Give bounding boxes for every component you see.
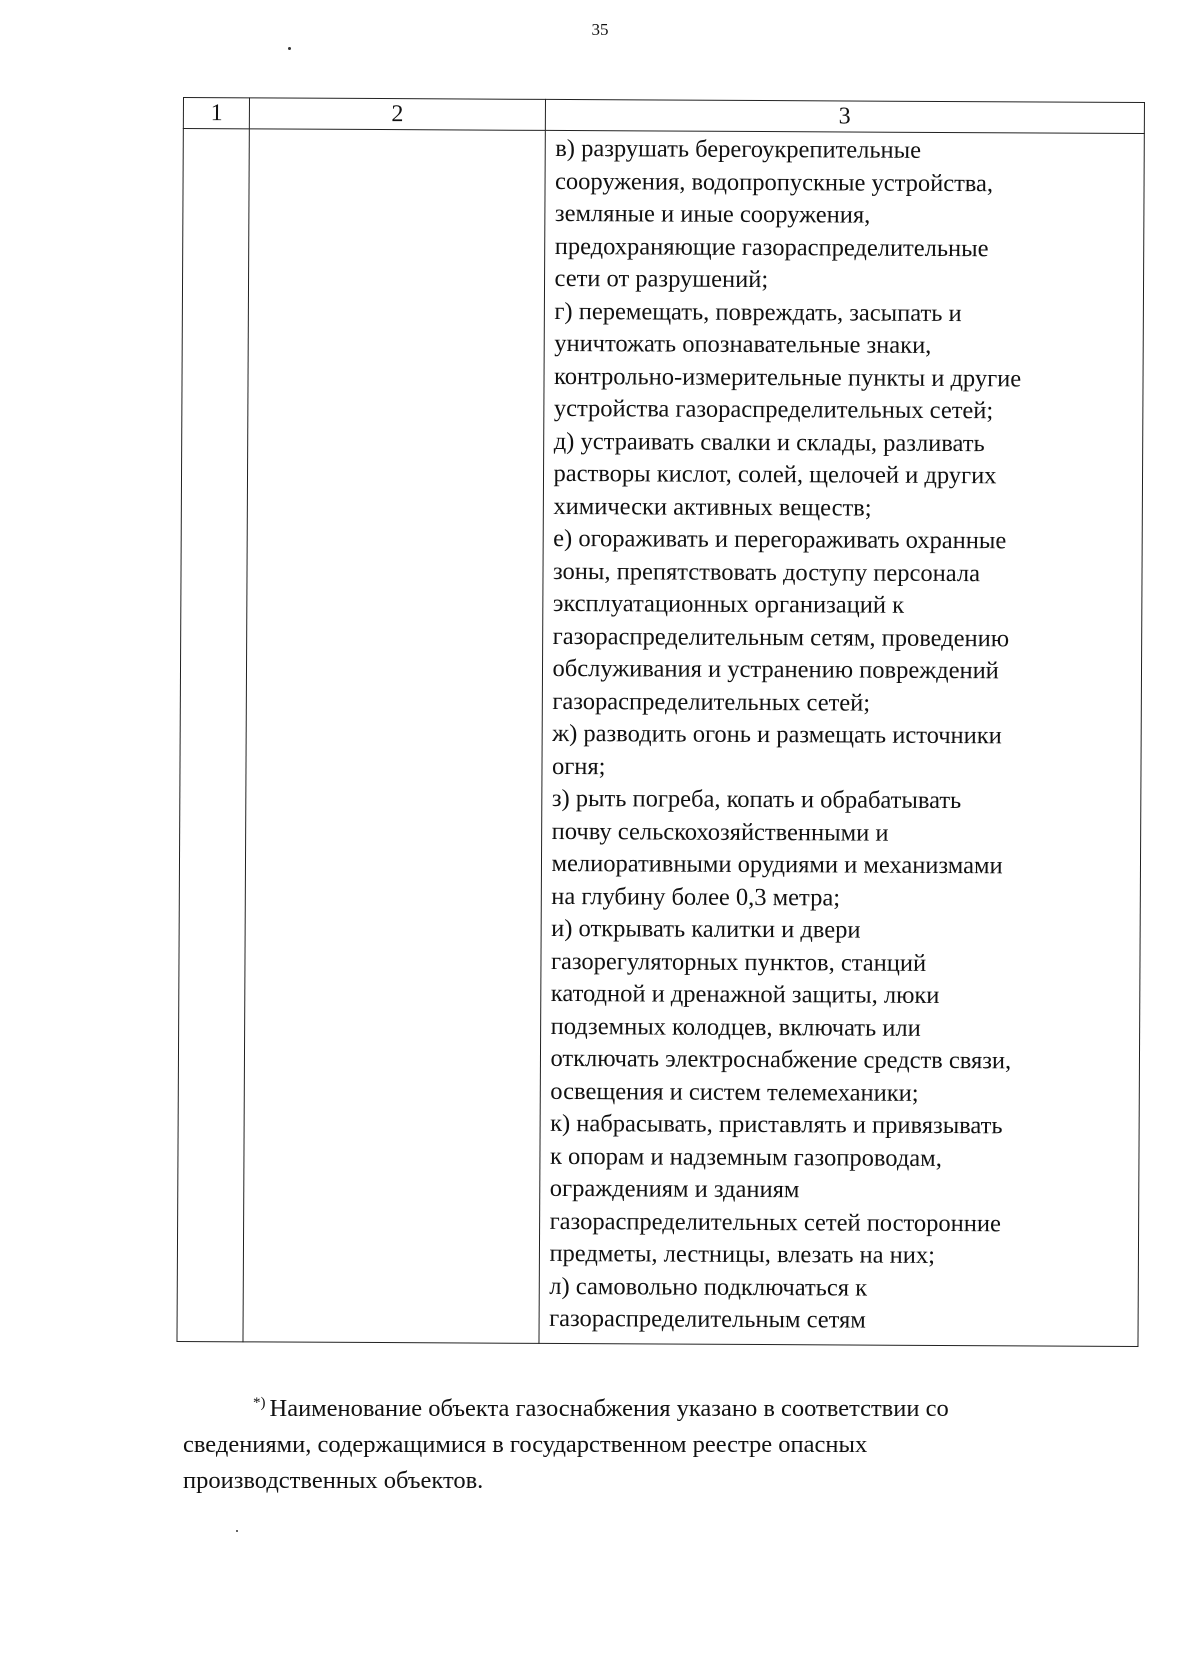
restriction-line: в) разрушать берегоукрепительные: [555, 134, 922, 164]
restriction-line: земляные и иные сооружения,: [554, 199, 871, 229]
restriction-line: д) устраивать свалки и склады, разливать: [553, 427, 985, 457]
restriction-line: ж) разводить огонь и размещать источники: [552, 719, 1002, 750]
restriction-line: сооружения, водопропускные устройства,: [555, 167, 994, 197]
restriction-line: почву сельскохозяйственными и: [551, 817, 889, 847]
restriction-line: к) набрасывать, приставлять и привязывать: [550, 1109, 1003, 1140]
restriction-line: химически активных веществ;: [553, 492, 872, 522]
footnote-line-2: сведениями, содержащимися в государственном реестре опасных: [183, 1431, 868, 1458]
restriction-line: к опорам и надземным газопроводам,: [549, 1142, 942, 1172]
restriction-line: сети от разрушений;: [554, 264, 769, 294]
column-header-3: 3: [545, 99, 1145, 133]
restriction-line: газораспределительных сетей посторонние: [549, 1207, 1001, 1237]
restriction-line: предметы, лестницы, влезать на них;: [549, 1239, 936, 1269]
restriction-line: мелиоративными орудиями и механизмами: [551, 849, 1003, 880]
table-cell-col3: [539, 130, 1145, 1346]
footnote-text-1: Наименование объекта газоснабжения указано в соответствии со: [269, 1395, 949, 1422]
restriction-line: на глубину более 0,3 метра;: [551, 882, 841, 911]
restriction-line: газорегуляторных пунктов, станций: [550, 947, 927, 977]
restriction-line: и) открывать калитки и двери: [551, 914, 861, 944]
restriction-line: газораспределительным сетям: [549, 1304, 866, 1334]
column-header-1: 1: [183, 98, 250, 129]
restriction-line: предохраняющие газораспределительные: [554, 232, 989, 262]
restriction-line: устройства газораспределительных сетей;: [553, 394, 994, 425]
restrictions-text: [549, 133, 1136, 1339]
table-cell-col2: [243, 129, 545, 1344]
footnote-line-1: [183, 1385, 1145, 1427]
footnote-line-3: производственных объектов.: [183, 1467, 484, 1494]
restriction-line: газораспределительных сетей;: [552, 687, 871, 717]
restriction-line: газораспределительным сетям, проведению: [552, 622, 1010, 652]
footnote-marker: *): [253, 1395, 266, 1411]
restriction-line: е) огораживать и перегораживать охранные: [553, 524, 1007, 555]
column-header-2: 2: [250, 98, 545, 131]
restriction-line: ограждениям и зданиям: [549, 1174, 800, 1204]
restriction-line: контрольно-измерительные пункты и другие: [554, 362, 1022, 392]
table-header-row: [183, 98, 1144, 134]
restriction-line: отключать электроснабжение средств связи,: [550, 1044, 1012, 1075]
restriction-line: растворы кислот, солей, щелочей и других: [553, 459, 997, 490]
restriction-line: л) самовольно подключаться к: [549, 1272, 868, 1302]
restriction-line: катодной и дренажной защиты, люки: [550, 979, 940, 1009]
restriction-line: освещения и систем телемеханики;: [550, 1077, 919, 1107]
restrictions-table: [176, 97, 1145, 1347]
scan-speck: [236, 1530, 238, 1532]
restriction-line: огня;: [551, 752, 606, 780]
table-cell-col1: [177, 129, 250, 1342]
table-row: [177, 129, 1144, 1347]
footnote: [183, 1385, 1145, 1499]
page-number: 35: [591, 20, 609, 39]
scan-speck: [288, 47, 291, 50]
restriction-line: зоны, препятствовать доступу персонала: [552, 557, 981, 587]
restriction-line: эксплуатационных организаций к: [552, 589, 905, 619]
restriction-line: уничтожать опознавательные знаки,: [554, 329, 932, 359]
restriction-line: обслуживания и устранению повреждений: [552, 654, 999, 685]
restriction-line: г) перемещать, повреждать, засыпать и: [554, 297, 962, 327]
restriction-line: з) рыть погреба, копать и обрабатывать: [551, 784, 962, 815]
restriction-line: подземных колодцев, включать или: [550, 1012, 921, 1042]
